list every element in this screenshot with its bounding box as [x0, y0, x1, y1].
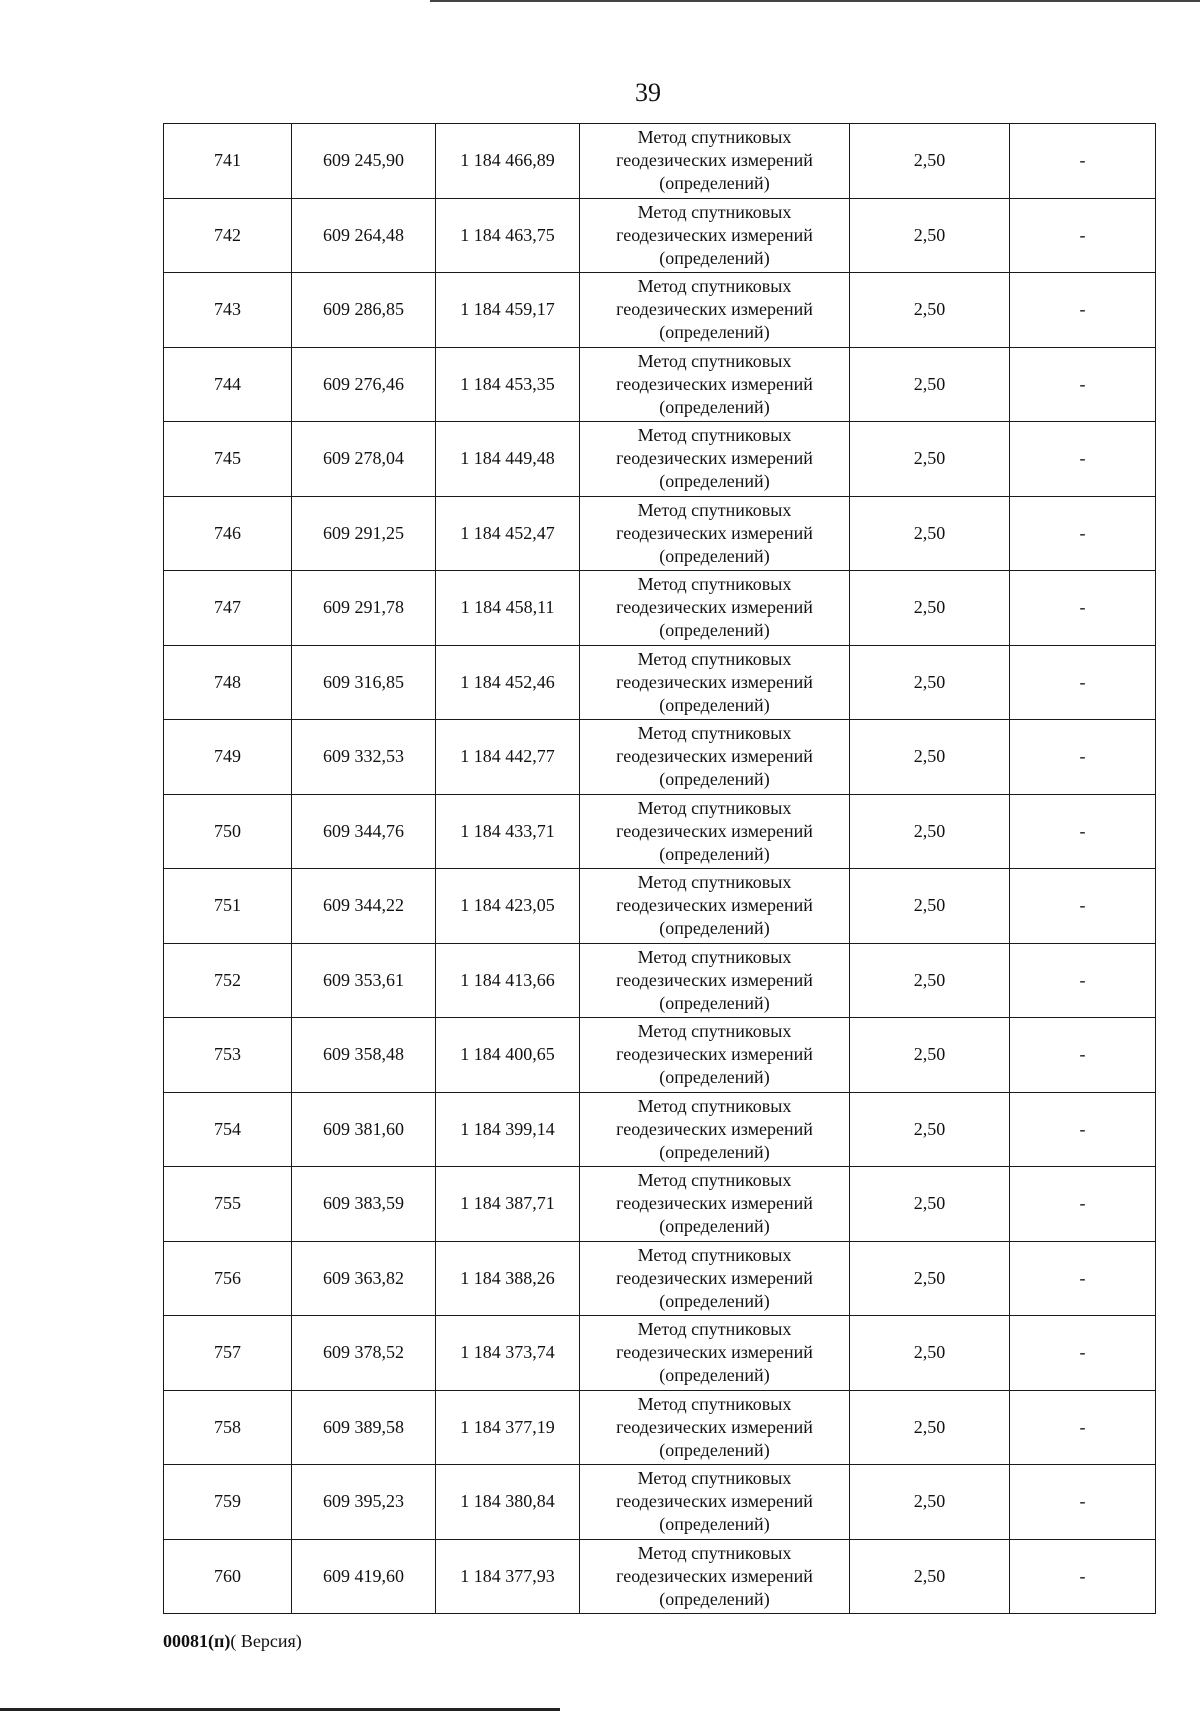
error-cell [850, 645, 1010, 720]
note-cell [1010, 645, 1156, 720]
error-text: 2,50 [913, 1044, 946, 1065]
point-number-cell [164, 422, 292, 497]
y-coordinate-cell [436, 1167, 580, 1242]
method-cell [580, 571, 850, 646]
x-coordinate-text: 609 344,76 [323, 820, 404, 841]
scan-edge-bottom [0, 1708, 560, 1711]
error-text: 2,50 [913, 522, 946, 543]
x-coordinate-cell [292, 1092, 436, 1167]
method-text: Метод спутниковых геодезических измерений (определений) [616, 1393, 813, 1460]
y-coordinate-text: 1 184 399,14 [460, 1118, 555, 1139]
error-text: 2,50 [913, 895, 946, 916]
note-cell [1010, 1241, 1156, 1316]
point-number-cell [164, 1241, 292, 1316]
note-cell [1010, 422, 1156, 497]
y-coordinate-cell [436, 1018, 580, 1093]
y-coordinate-cell [436, 794, 580, 869]
note-cell [1010, 1092, 1156, 1167]
point-number-text: 759 [214, 1491, 241, 1512]
y-coordinate-text: 1 184 377,93 [460, 1565, 555, 1586]
note-text: - [1079, 522, 1086, 543]
error-cell [850, 273, 1010, 348]
method-text: Метод спутниковых геодезических измерений (определений) [616, 797, 813, 864]
method-cell [580, 1539, 850, 1614]
error-cell [850, 1241, 1010, 1316]
x-coordinate-cell [292, 1241, 436, 1316]
method-cell [580, 124, 850, 199]
coordinates-table-body [164, 124, 1156, 1614]
x-coordinate-cell [292, 347, 436, 422]
y-coordinate-cell [436, 496, 580, 571]
note-text: - [1079, 1342, 1086, 1363]
error-cell [850, 124, 1010, 199]
note-text: - [1079, 820, 1086, 841]
x-coordinate-text: 609 344,22 [323, 895, 404, 916]
x-coordinate-text: 609 395,23 [323, 1491, 404, 1512]
note-text: - [1079, 224, 1086, 245]
table-row [164, 645, 1156, 720]
y-coordinate-text: 1 184 453,35 [460, 373, 555, 394]
method-cell [580, 198, 850, 273]
method-cell [580, 943, 850, 1018]
point-number-cell [164, 1316, 292, 1391]
x-coordinate-cell [292, 1539, 436, 1614]
error-cell [850, 422, 1010, 497]
method-text: Метод спутниковых геодезических измерений (определений) [616, 946, 813, 1013]
y-coordinate-cell [436, 571, 580, 646]
error-text: 2,50 [913, 1565, 946, 1586]
x-coordinate-cell [292, 571, 436, 646]
x-coordinate-cell [292, 1390, 436, 1465]
error-cell [850, 1539, 1010, 1614]
point-number-text: 755 [214, 1193, 241, 1214]
point-number-cell [164, 943, 292, 1018]
point-number-text: 750 [214, 820, 241, 841]
error-cell [850, 869, 1010, 944]
x-coordinate-text: 609 378,52 [323, 1342, 404, 1363]
y-coordinate-cell [436, 1539, 580, 1614]
y-coordinate-text: 1 184 459,17 [460, 299, 555, 320]
y-coordinate-cell [436, 1092, 580, 1167]
method-cell [580, 794, 850, 869]
point-number-text: 741 [214, 150, 241, 171]
method-text: Метод спутниковых геодезических измерений (определений) [616, 499, 813, 566]
table-row [164, 1018, 1156, 1093]
y-coordinate-text: 1 184 452,46 [460, 671, 555, 692]
note-text: - [1079, 448, 1086, 469]
table-row [164, 1316, 1156, 1391]
point-number-cell [164, 124, 292, 199]
x-coordinate-text: 609 278,04 [323, 448, 404, 469]
error-cell [850, 1167, 1010, 1242]
note-text: - [1079, 1193, 1086, 1214]
error-cell [850, 347, 1010, 422]
method-cell [580, 645, 850, 720]
table-row [164, 422, 1156, 497]
table-row [164, 943, 1156, 1018]
y-coordinate-text: 1 184 433,71 [460, 820, 555, 841]
point-number-cell [164, 1167, 292, 1242]
table-row [164, 720, 1156, 795]
x-coordinate-cell [292, 794, 436, 869]
method-text: Метод спутниковых геодезических измерений (определений) [616, 1095, 813, 1162]
x-coordinate-text: 609 383,59 [323, 1193, 404, 1214]
method-text: Метод спутниковых геодезических измерений (определений) [616, 574, 813, 641]
y-coordinate-cell [436, 1465, 580, 1540]
error-cell [850, 794, 1010, 869]
coordinates-table [163, 123, 1156, 1614]
method-cell [580, 496, 850, 571]
note-text: - [1079, 1044, 1086, 1065]
method-cell [580, 1167, 850, 1242]
table-row [164, 1390, 1156, 1465]
point-number-text: 758 [214, 1416, 241, 1437]
document-code: 00081(п) [163, 1631, 231, 1651]
x-coordinate-text: 609 245,90 [323, 150, 404, 171]
point-number-cell [164, 496, 292, 571]
method-cell [580, 1465, 850, 1540]
point-number-text: 742 [214, 224, 241, 245]
point-number-cell [164, 571, 292, 646]
note-text: - [1079, 150, 1086, 171]
table-row [164, 124, 1156, 199]
error-text: 2,50 [913, 1118, 946, 1139]
method-text: Метод спутниковых геодезических измерений (определений) [616, 350, 813, 417]
y-coordinate-cell [436, 1241, 580, 1316]
x-coordinate-text: 609 358,48 [323, 1044, 404, 1065]
error-text: 2,50 [913, 1193, 946, 1214]
x-coordinate-cell [292, 422, 436, 497]
note-cell [1010, 1316, 1156, 1391]
method-cell [580, 869, 850, 944]
method-text: Метод спутниковых геодезических измерений (определений) [616, 723, 813, 790]
y-coordinate-text: 1 184 388,26 [460, 1267, 555, 1288]
x-coordinate-text: 609 353,61 [323, 969, 404, 990]
method-text: Метод спутниковых геодезических измерений (определений) [616, 201, 813, 268]
note-cell [1010, 869, 1156, 944]
x-coordinate-cell [292, 1167, 436, 1242]
y-coordinate-text: 1 184 377,19 [460, 1416, 555, 1437]
error-text: 2,50 [913, 373, 946, 394]
note-cell [1010, 794, 1156, 869]
error-cell [850, 1316, 1010, 1391]
point-number-cell [164, 1092, 292, 1167]
point-number-cell [164, 720, 292, 795]
point-number-cell [164, 1390, 292, 1465]
y-coordinate-text: 1 184 413,66 [460, 969, 555, 990]
note-text: - [1079, 969, 1086, 990]
method-cell [580, 1390, 850, 1465]
y-coordinate-cell [436, 124, 580, 199]
point-number-text: 753 [214, 1044, 241, 1065]
point-number-text: 746 [214, 522, 241, 543]
point-number-text: 748 [214, 671, 241, 692]
point-number-cell [164, 347, 292, 422]
x-coordinate-cell [292, 124, 436, 199]
y-coordinate-text: 1 184 458,11 [460, 597, 555, 618]
x-coordinate-cell [292, 720, 436, 795]
note-cell [1010, 1539, 1156, 1614]
method-cell [580, 720, 850, 795]
note-cell [1010, 124, 1156, 199]
y-coordinate-text: 1 184 463,75 [460, 224, 555, 245]
point-number-cell [164, 645, 292, 720]
error-text: 2,50 [913, 1491, 946, 1512]
method-text: Метод спутниковых геодезических измерений (определений) [616, 1319, 813, 1386]
method-text: Метод спутниковых геодезических измерений (определений) [616, 425, 813, 492]
note-text: - [1079, 299, 1086, 320]
point-number-text: 745 [214, 448, 241, 469]
point-number-text: 744 [214, 373, 241, 394]
method-text: Метод спутниковых геодезических измерений (определений) [616, 1244, 813, 1311]
x-coordinate-cell [292, 1465, 436, 1540]
y-coordinate-text: 1 184 466,89 [460, 150, 555, 171]
y-coordinate-text: 1 184 452,47 [460, 522, 555, 543]
x-coordinate-text: 609 332,53 [323, 746, 404, 767]
table-row [164, 347, 1156, 422]
error-text: 2,50 [913, 1416, 946, 1437]
note-cell [1010, 273, 1156, 348]
document-version: ( Версия) [230, 1631, 302, 1651]
point-number-text: 751 [214, 895, 241, 916]
page-number: 39 [635, 78, 661, 107]
error-cell [850, 198, 1010, 273]
note-cell [1010, 1167, 1156, 1242]
y-coordinate-text: 1 184 442,77 [460, 746, 555, 767]
table-row [164, 1092, 1156, 1167]
y-coordinate-text: 1 184 449,48 [460, 448, 555, 469]
table-row [164, 1465, 1156, 1540]
note-cell [1010, 496, 1156, 571]
note-text: - [1079, 1491, 1086, 1512]
method-cell [580, 1092, 850, 1167]
y-coordinate-cell [436, 198, 580, 273]
point-number-text: 743 [214, 299, 241, 320]
y-coordinate-cell [436, 347, 580, 422]
error-cell [850, 1390, 1010, 1465]
error-cell [850, 1465, 1010, 1540]
y-coordinate-cell [436, 422, 580, 497]
note-cell [1010, 347, 1156, 422]
method-text: Метод спутниковых геодезических измерений (определений) [616, 276, 813, 343]
x-coordinate-cell [292, 198, 436, 273]
point-number-cell [164, 794, 292, 869]
error-text: 2,50 [913, 1267, 946, 1288]
error-text: 2,50 [913, 969, 946, 990]
method-text: Метод спутниковых геодезических измерений (определений) [616, 1542, 813, 1609]
method-text: Метод спутниковых геодезических измерений (определений) [616, 1468, 813, 1535]
error-text: 2,50 [913, 448, 946, 469]
table-row [164, 794, 1156, 869]
note-cell [1010, 1465, 1156, 1540]
table-row [164, 198, 1156, 273]
error-text: 2,50 [913, 224, 946, 245]
table-row [164, 1241, 1156, 1316]
note-text: - [1079, 671, 1086, 692]
note-cell [1010, 1390, 1156, 1465]
note-cell [1010, 943, 1156, 1018]
error-text: 2,50 [913, 299, 946, 320]
error-cell [850, 1018, 1010, 1093]
point-number-cell [164, 1018, 292, 1093]
note-cell [1010, 720, 1156, 795]
error-text: 2,50 [913, 597, 946, 618]
scan-edge-top [430, 0, 1200, 2]
note-text: - [1079, 1416, 1086, 1437]
x-coordinate-text: 609 291,25 [323, 522, 404, 543]
point-number-text: 747 [214, 597, 241, 618]
table-row [164, 869, 1156, 944]
x-coordinate-cell [292, 645, 436, 720]
y-coordinate-text: 1 184 373,74 [460, 1342, 555, 1363]
note-text: - [1079, 597, 1086, 618]
note-text: - [1079, 1565, 1086, 1586]
table-row [164, 496, 1156, 571]
y-coordinate-cell [436, 869, 580, 944]
table-row [164, 1539, 1156, 1614]
point-number-text: 752 [214, 969, 241, 990]
y-coordinate-cell [436, 645, 580, 720]
method-text: Метод спутниковых геодезических измерений (определений) [616, 1170, 813, 1237]
table-row [164, 273, 1156, 348]
x-coordinate-text: 609 316,85 [323, 671, 404, 692]
error-cell [850, 1092, 1010, 1167]
point-number-text: 749 [214, 746, 241, 767]
y-coordinate-cell [436, 273, 580, 348]
x-coordinate-cell [292, 1316, 436, 1391]
y-coordinate-text: 1 184 387,71 [460, 1193, 555, 1214]
method-text: Метод спутниковых геодезических измерений (определений) [616, 1021, 813, 1088]
error-cell [850, 720, 1010, 795]
x-coordinate-text: 609 264,48 [323, 224, 404, 245]
note-text: - [1079, 1118, 1086, 1139]
y-coordinate-text: 1 184 423,05 [460, 895, 555, 916]
x-coordinate-text: 609 291,78 [323, 597, 404, 618]
error-text: 2,50 [913, 1342, 946, 1363]
method-cell [580, 1241, 850, 1316]
method-cell [580, 1018, 850, 1093]
error-text: 2,50 [913, 820, 946, 841]
error-text: 2,50 [913, 150, 946, 171]
x-coordinate-text: 609 419,60 [323, 1565, 404, 1586]
x-coordinate-cell [292, 869, 436, 944]
x-coordinate-text: 609 276,46 [323, 373, 404, 394]
x-coordinate-cell [292, 496, 436, 571]
x-coordinate-text: 609 381,60 [323, 1118, 404, 1139]
point-number-cell [164, 198, 292, 273]
x-coordinate-text: 609 286,85 [323, 299, 404, 320]
method-text: Метод спутниковых геодезических измерений (определений) [616, 127, 813, 194]
error-text: 2,50 [913, 671, 946, 692]
point-number-text: 754 [214, 1118, 241, 1139]
point-number-text: 756 [214, 1267, 241, 1288]
error-text: 2,50 [913, 746, 946, 767]
note-cell [1010, 571, 1156, 646]
method-cell [580, 1316, 850, 1391]
y-coordinate-text: 1 184 400,65 [460, 1044, 555, 1065]
point-number-cell [164, 273, 292, 348]
error-cell [850, 571, 1010, 646]
method-cell [580, 347, 850, 422]
table-row [164, 571, 1156, 646]
note-cell [1010, 198, 1156, 273]
document-footer [163, 1630, 302, 1652]
method-text: Метод спутниковых геодезических измерений (определений) [616, 648, 813, 715]
note-text: - [1079, 1267, 1086, 1288]
note-cell [1010, 1018, 1156, 1093]
y-coordinate-text: 1 184 380,84 [460, 1491, 555, 1512]
y-coordinate-cell [436, 943, 580, 1018]
x-coordinate-cell [292, 943, 436, 1018]
error-cell [850, 496, 1010, 571]
error-cell [850, 943, 1010, 1018]
table-row [164, 1167, 1156, 1242]
note-text: - [1079, 895, 1086, 916]
y-coordinate-cell [436, 1390, 580, 1465]
method-cell [580, 273, 850, 348]
point-number-cell [164, 869, 292, 944]
point-number-text: 760 [214, 1565, 241, 1586]
note-text: - [1079, 373, 1086, 394]
point-number-cell [164, 1465, 292, 1540]
method-text: Метод спутниковых геодезических измерений (определений) [616, 872, 813, 939]
y-coordinate-cell [436, 720, 580, 795]
note-text: - [1079, 746, 1086, 767]
x-coordinate-text: 609 389,58 [323, 1416, 404, 1437]
x-coordinate-text: 609 363,82 [323, 1267, 404, 1288]
x-coordinate-cell [292, 273, 436, 348]
point-number-cell [164, 1539, 292, 1614]
x-coordinate-cell [292, 1018, 436, 1093]
point-number-text: 757 [214, 1342, 241, 1363]
method-cell [580, 422, 850, 497]
y-coordinate-cell [436, 1316, 580, 1391]
